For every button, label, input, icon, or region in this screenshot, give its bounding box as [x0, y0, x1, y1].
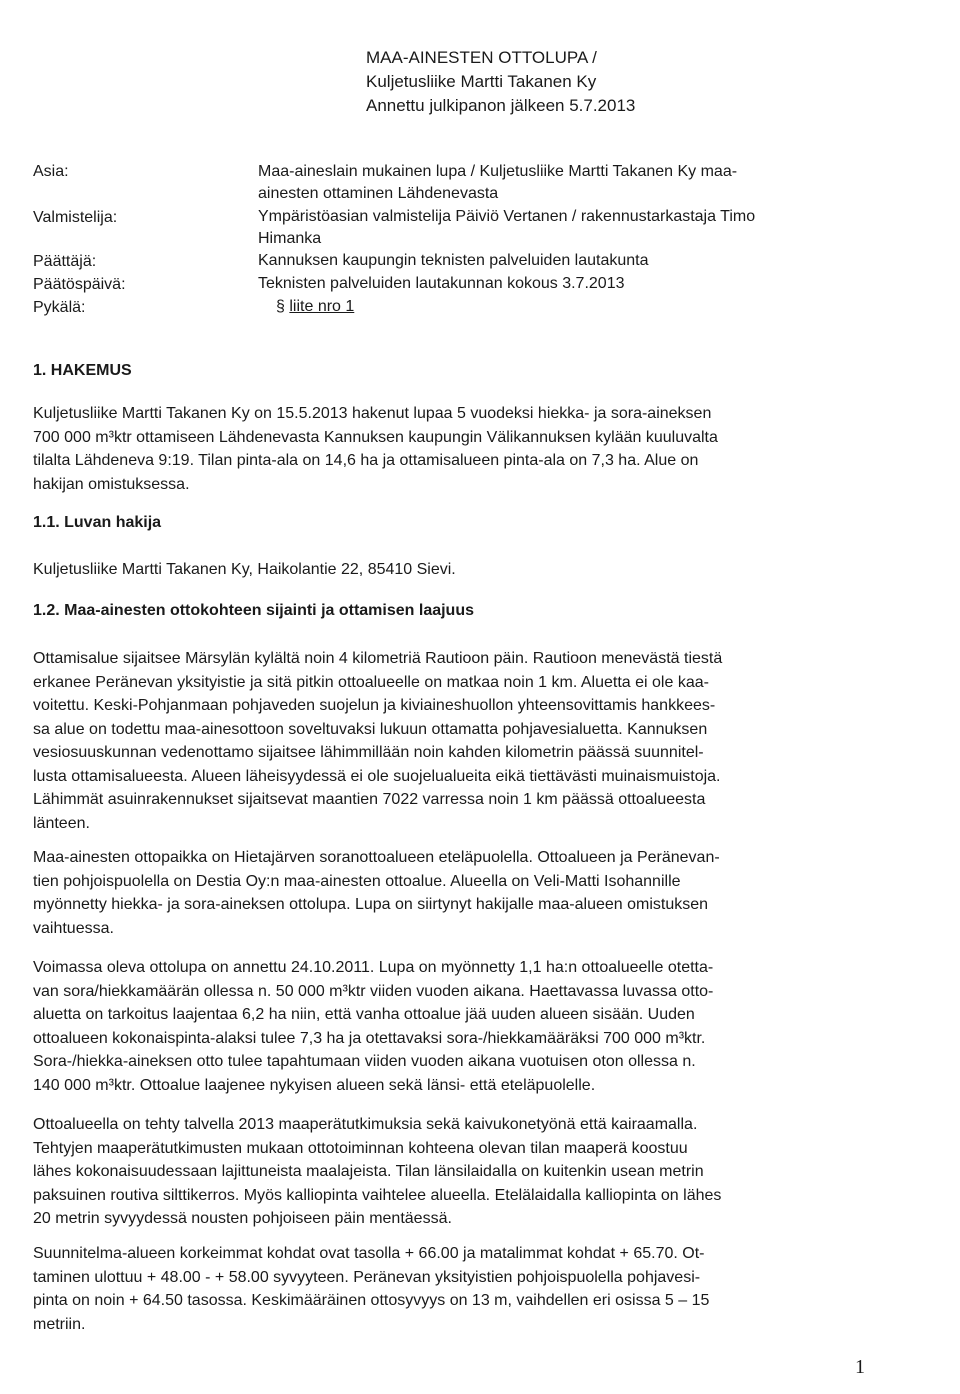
doc-title: MAA-AINESTEN OTTOLUPA /	[366, 48, 597, 67]
paragraph-line: länteen.	[33, 814, 90, 832]
paragraph-line: 20 metrin syvyydessä nousten pohjoiseen päin mentäessä.	[33, 1210, 452, 1227]
paragraph-line: sa alue on todettu maa-ainesottoon soveltuvaksi lukuun ottamatta pohjavesialuetta. Kannuksen	[33, 720, 708, 738]
paragraph-line: Voimassa oleva ottolupa on annettu 24.10.2011. Lupa on myönnetty 1,1 ha:n ottoalueelle otetta-	[33, 959, 714, 976]
sijainti-paragraph-4	[33, 1113, 853, 1231]
asia-value-line1: Maa-aineslain mukainen lupa / Kuljetusliike Martti Takanen Ky maa-	[258, 163, 738, 180]
paragraph-line: 140 000 m³ktr. Ottoalue laajenee nykyisen alueen sekä länsi- että eteläpuolelle.	[33, 1076, 596, 1094]
luvan-hakija-paragraph	[33, 558, 853, 582]
paragraph-line: lähes kokonaisuudessaan lajittuneista maalajeista. Tilan länsilaidalla on kuitenkin usean metrin	[33, 1163, 704, 1180]
pykala-label: Pykälä:	[33, 299, 86, 316]
paragraph-line: erkanee Peränevan yksityistie ja sitä pitkin ottoalueelle on matkaa noin 1 km. Aluetta ei ole kaa-	[33, 673, 709, 691]
paragraph-line: tien pohjoispuolella on Destia Oy:n maa-ainesten ottoalue. Alueella on Veli-Matti Isohannille	[33, 872, 681, 890]
paragraph-line: Kuljetusliike Martti Takanen Ky, Haikolantie 22, 85410 Sievi.	[33, 561, 456, 578]
paatospaiva-value: Teknisten palveluiden lautakunnan kokous 3.7.2013	[258, 275, 625, 292]
paragraph-line: Tehtyjen maaperätutkimusten mukaan ottotoiminnan kohteena olevan tilan maaperä koostuu	[33, 1139, 688, 1157]
sijainti-paragraph-5	[33, 1242, 853, 1336]
paragraph-line: voitettu. Keski-Pohjanmaan pohjaveden suojelun ja kiviaineshuollon yhteensovittamis hankkees-	[33, 697, 716, 714]
paattaja-value: Kannuksen kaupungin teknisten palveluiden lautakunta	[258, 252, 649, 269]
paragraph-line: lusta ottamisalueesta. Alueen läheisyydessä ei ole suojelualueita eikä tiettävästi muinaismuistoja.	[33, 767, 721, 785]
doc-subtitle-date: Annettu julkipanon jälkeen 5.7.2013	[366, 96, 636, 115]
attachment-link[interactable]: liite nro 1	[289, 298, 355, 315]
paragraph-line: pinta on noin + 64.50 tasossa. Keskimääräinen ottosyvyys on 13 m, vaihdellen eri osissa 5 – 15	[33, 1292, 710, 1309]
paragraph-line: aluetta on tarkoitus laajentaa 6,2 ha niin, että vanha ottoalue jää uuden alueen sisään. Uuden	[33, 1006, 695, 1023]
section-luvan-hakija-heading: 1.1. Luvan hakija	[33, 514, 162, 531]
doc-subtitle-company: Kuljetusliike Martti Takanen Ky	[366, 72, 597, 91]
paragraph-line: taminen ulottuu + 48.00 - + 58.00 syvyyteen. Peränevan yksityistien pohjoispuolella pohjavesi-	[33, 1268, 701, 1286]
pykala-value	[276, 296, 354, 317]
paragraph-line: Suunnitelma-alueen korkeimmat kohdat ovat tasolla + 66.00 ja matalimmat kohdat + 65.70. Ot-	[33, 1245, 705, 1262]
paragraph-line: Lähimmät asuinrakennukset sijaitsevat maantien 7022 varressa noin 1 km päässä ottoalueesta	[33, 791, 706, 808]
paragraph-line: tilalta Lähdeneva 9:19. Tilan pinta-ala on 14,6 ha ja ottamisalueen pinta-ala on 7,3 ha. Alue on	[33, 452, 699, 469]
section-sign: §	[276, 298, 285, 315]
page-number: 1	[855, 1356, 865, 1378]
paragraph-line: Ottoalueella on tehty talvella 2013 maaperätutkimuksia sekä kaivukonetyönä että kairaamalla.	[33, 1116, 698, 1133]
asia-label: Asia:	[33, 163, 69, 180]
paragraph-line: ottoalueen kokonaispinta-alaksi tulee 7,3 ha ja otettavaksi sora-/hiekkamääräksi 700 000 m³ktr.	[33, 1029, 706, 1047]
valmistelija-label: Valmistelija:	[33, 209, 118, 226]
paragraph-line: vesiosuuskunnan vedenottamo sijaitsee lähimmillään noin kahden kilometrin päässä suunnitel-	[33, 744, 704, 761]
paragraph-line: hakijan omistuksessa.	[33, 475, 190, 493]
paragraph-line: paksuinen routiva silttikerros. Myös kalliopinta vaihtelee alueella. Etelälaidalla kalliopinta on lähes	[33, 1186, 722, 1204]
hakemus-paragraph	[33, 402, 853, 496]
sijainti-paragraph-3	[33, 956, 853, 1097]
paragraph-line: Sora-/hiekka-aineksen otto tulee tapahtumaan viiden vuoden aikana vuotuisen oton ollessa n.	[33, 1053, 696, 1070]
asia-value-line2: ainesten ottaminen Lähdenevasta	[258, 185, 499, 202]
paragraph-line: metriin.	[33, 1315, 86, 1333]
paatospaiva-label: Päätöspäivä:	[33, 276, 126, 293]
paragraph-line: Kuljetusliike Martti Takanen Ky on 15.5.2013 hakenut lupaa 5 vuodeksi hiekka- ja sora-aineksen	[33, 405, 712, 422]
section-hakemus-heading: 1. HAKEMUS	[33, 362, 132, 379]
paragraph-line: myönnetty hiekka- ja sora-aineksen ottolupa. Lupa on siirtynyt hakijalle maa-alueen omistuksen	[33, 896, 709, 913]
valmistelija-value-line2: Himanka	[258, 230, 322, 247]
paragraph-line: van sora/hiekkamäärän ollessa n. 50 000 m³ktr viiden vuoden aikana. Haettavassa luvassa otto-	[33, 982, 714, 1000]
section-sijainti-heading: 1.2. Maa-ainesten ottokohteen sijainti ja ottamisen laajuus	[33, 602, 474, 619]
paragraph-line: Maa-ainesten ottopaikka on Hietajärven soranottoalueen eteläpuolella. Ottoalueen ja Peränevan-	[33, 849, 720, 866]
paragraph-line: 700 000 m³ktr ottamiseen Lähdenevasta Kannuksen kaupungin Välikannuksen kylään kuuluvalta	[33, 428, 718, 446]
paattaja-label: Päättäjä:	[33, 253, 97, 270]
sijainti-paragraph-2	[33, 846, 853, 940]
valmistelija-value-line1: Ympäristöasian valmistelija Päiviö Vertanen / rakennustarkastaja Timo	[258, 208, 756, 225]
paragraph-line: Ottamisalue sijaitsee Märsylän kylältä noin 4 kilometriä Rautioon päin. Rautioon menevästä tiestä	[33, 650, 723, 667]
paragraph-line: vaihtuessa.	[33, 919, 114, 937]
sijainti-paragraph-1	[33, 647, 853, 835]
